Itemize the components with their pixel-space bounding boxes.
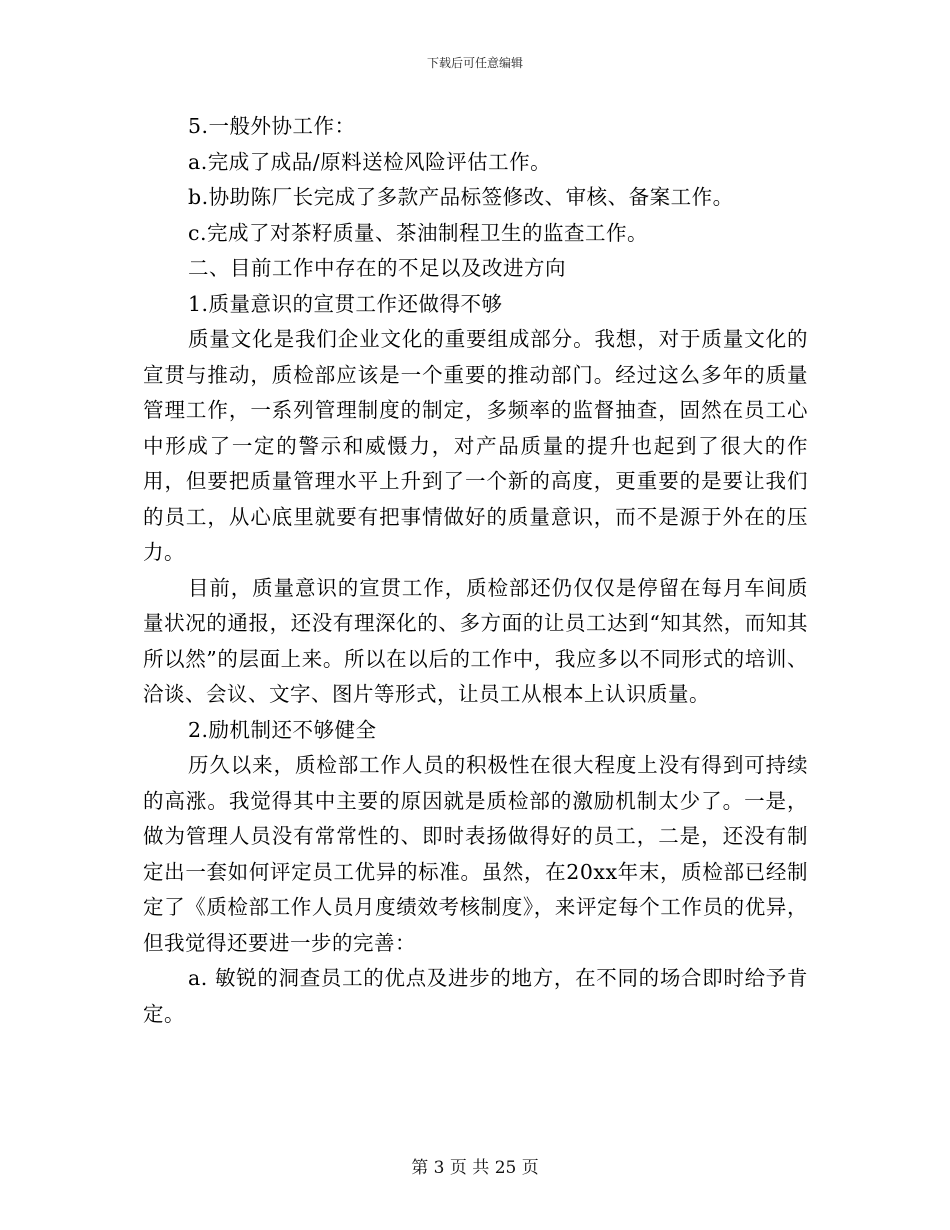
paragraph-quality-culture: 质量文化是我们企业文化的重要组成部分。我想，对于质量文化的宣贯与推动，质检部应该是一个重要的推动部门。经过这么多年的质量管理工作，一系列管理制度的制定，多频率的监督抽查，固然在员工心中形成了一定的警示和威慑力，对产品质量的提升也起到了很大的作用，但要把质量管理水平上升到了一个新的高度，更重要的是要让我们的员工，从心底里就要有把事情做好的质量意识，而不是源于外在的压力。 <box>143 327 808 564</box>
list-item-b: b.协助陈厂长完成了多款产品标签修改、审核、备案工作。 <box>188 185 734 209</box>
list-item-outsourcing-heading: 5.一般外协工作： <box>188 114 356 138</box>
page-number: 第 3 页 共 25 页 <box>411 1158 539 1178</box>
subsection-heading-incentive: 2.励机制还不够健全 <box>188 717 377 742</box>
list-item-c: c.完成了对茶籽质量、茶油制程卫生的监查工作。 <box>188 220 648 245</box>
paragraph-incentive: 历久以来，质检部工作人员的积极性在很大程度上没有得到可持续的高涨。我觉得其中主要的原因就是质检部的激励机制太少了。一是，做为管理人员没有常常性的、即时表扬做得好的员工，二是，还没有制定出一套如何评定员工优异的标准。虽然，在20xx年末，质检部已经制定了《质检部工作人员月度绩效考核制度》，来评定每个工作员的优异，但我觉得还要进一步的完善： <box>143 753 808 955</box>
subsection-heading-quality-awareness: 1.质量意识的宣贯工作还做得不够 <box>188 291 503 316</box>
document-body <box>143 109 808 1032</box>
section-heading-shortcomings: 二、目前工作中存在的不足以及改进方向 <box>188 256 566 280</box>
page-header: 下载后可任意编辑 <box>426 56 523 70</box>
paragraph-current-awareness: 目前，质量意识的宣贯工作，质检部还仍仅仅是停留在每月车间质量状况的通报，还没有理深化的、多方面的让员工达到“知其然，而知其所以然”的层面上来。所以在以后的工作中，我应多以不同形式的培训、洽谈、会议、文字、图片等形式，让员工从根本上认识质量。 <box>143 575 808 706</box>
list-item-a: a.完成了成品/原料送检风险评估工作。 <box>188 149 552 174</box>
list-item-improvement-a: a. 敏锐的洞查员工的优点及进步的地方，在不同的场合即时给予肯定。 <box>143 966 808 1026</box>
